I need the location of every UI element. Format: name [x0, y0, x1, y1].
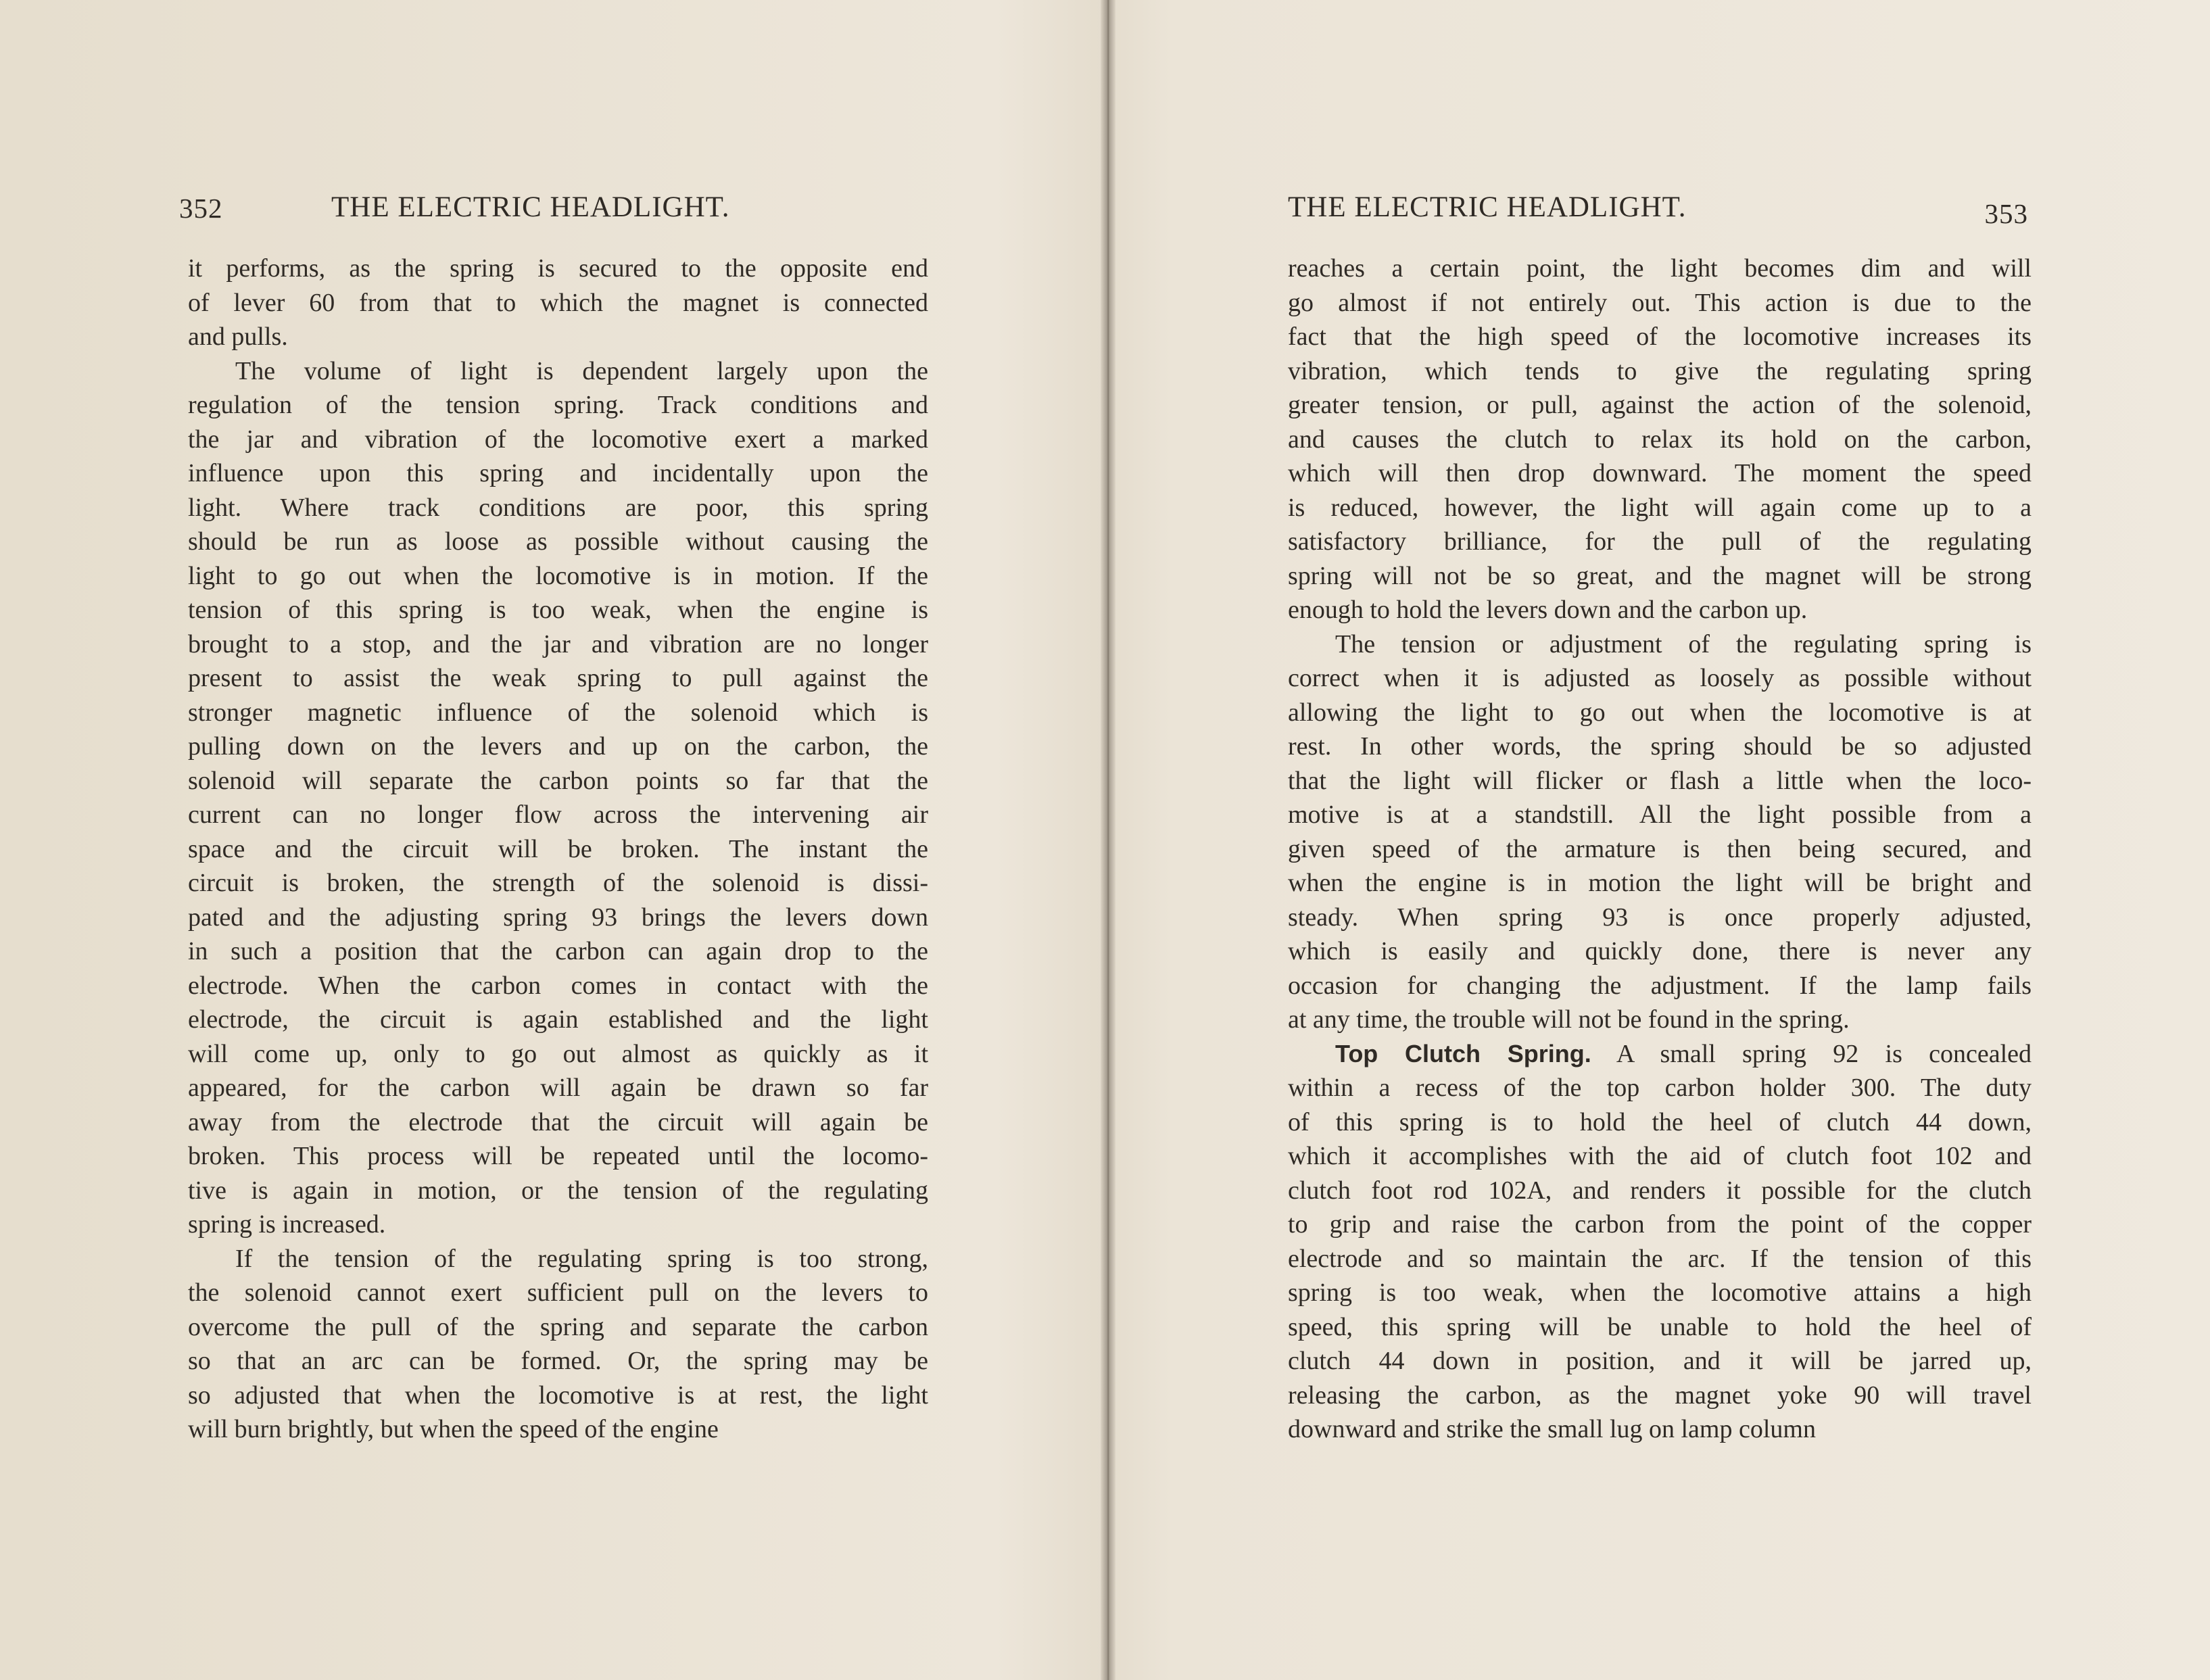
text-line: light to go out when the locomotive is in motion. If the — [188, 561, 928, 590]
text-line: go almost if not entirely out. This action is due to the — [1288, 288, 2032, 317]
section-heading-rest: A small spring 92 is concealed — [1591, 1039, 2032, 1068]
text-line: motive is at a standstill. All the light possible from a — [1288, 800, 2032, 829]
text-line: and causes the clutch to relax its hold on the carbon, — [1288, 425, 2032, 454]
text-line: correct when it is adjusted as loosely as possible without — [1288, 664, 2032, 692]
left-running-head: THE ELECTRIC HEADLIGHT. — [331, 191, 730, 223]
text-line: and pulls. — [188, 322, 288, 351]
text-line: light. Where track conditions are poor, this spring — [188, 493, 928, 522]
text-line: space and the circuit will be broken. The instant the — [188, 834, 928, 863]
text-line: tive is again in motion, or the tension of the regulating — [188, 1176, 928, 1205]
text-line: will come up, only to go out almost as quickly as it — [188, 1039, 928, 1068]
right-page-text — [1288, 251, 2032, 1447]
text-line: spring is increased. — [188, 1210, 386, 1239]
text-line: spring will not be so great, and the magnet will be strong — [1288, 561, 2032, 590]
text-line: at any time, the trouble will not be found in the spring. — [1288, 1005, 1850, 1034]
text-line: in such a position that the carbon can again drop to the — [188, 937, 928, 965]
text-line: greater tension, or pull, against the action of the solenoid, — [1288, 391, 2032, 419]
text-line: solenoid will separate the carbon points so far that the — [188, 766, 928, 795]
section-heading-line — [1288, 1037, 2032, 1072]
text-line: occasion for changing the adjustment. If the lamp fails — [1288, 971, 2032, 1000]
text-line: vibration, which tends to give the regulating spring — [1288, 356, 2032, 385]
text-line: brought to a stop, and the jar and vibration are no longer — [188, 629, 928, 658]
text-line: so that an arc can be formed. Or, the spring may be — [188, 1347, 928, 1375]
text-line: reaches a certain point, the light becomes dim and will — [1288, 254, 2032, 283]
text-line: stronger magnetic influence of the solenoid which is — [188, 698, 928, 727]
text-line: of this spring is to hold the heel of clutch 44 down, — [1288, 1107, 2032, 1136]
text-line: regulation of the tension spring. Track conditions and — [188, 391, 928, 419]
text-line: The volume of light is dependent largely upon the — [235, 356, 928, 385]
text-line: appeared, for the carbon will again be drawn so far — [188, 1074, 928, 1102]
text-line: which will then drop downward. The moment the speed — [1288, 459, 2032, 487]
text-line: to grip and raise the carbon from the point of the copper — [1288, 1210, 2032, 1239]
text-line: electrode and so maintain the arc. If the tension of this — [1288, 1244, 2032, 1273]
left-page-number: 352 — [179, 193, 223, 224]
text-line: which is easily and quickly done, there is never any — [1288, 937, 2032, 965]
text-line: is reduced, however, the light will again come up to a — [1288, 493, 2032, 522]
text-line: away from the electrode that the circuit will again be — [188, 1107, 928, 1136]
text-line: when the engine is in motion the light will be bright and — [1288, 869, 2032, 897]
text-line: tension of this spring is too weak, when the engine is — [188, 596, 928, 624]
text-line: broken. This process will be repeated until the locomo- — [188, 1142, 928, 1170]
text-line: releasing the carbon, as the magnet yoke 90 will travel — [1288, 1381, 2032, 1410]
text-line: that the light will flicker or flash a little when the loco- — [1288, 766, 2032, 795]
text-line: present to assist the weak spring to pull against the — [188, 664, 928, 692]
text-line: The tension or adjustment of the regulating spring is — [1335, 629, 2032, 658]
left-page — [0, 0, 1102, 1680]
text-line: which it accomplishes with the aid of clutch foot 102 and — [1288, 1142, 2032, 1170]
text-line: spring is too weak, when the locomotive attains a high — [1288, 1278, 2032, 1307]
text-line: electrode. When the carbon comes in contact with the — [188, 971, 928, 1000]
text-line: clutch foot rod 102A, and renders it possible for the clutch — [1288, 1176, 2032, 1205]
text-line: allowing the light to go out when the locomotive is at — [1288, 698, 2032, 727]
text-line: should be run as loose as possible without causing the — [188, 527, 928, 556]
text-line: If the tension of the regulating spring is too strong, — [235, 1244, 928, 1273]
text-line: steady. When spring 93 is once properly adjusted, — [1288, 903, 2032, 932]
text-line: clutch 44 down in position, and it will be jarred up, — [1288, 1347, 2032, 1375]
book-gutter — [1101, 0, 1115, 1680]
right-running-header — [1288, 188, 2028, 229]
text-line: current can no longer flow across the intervening air — [188, 800, 928, 829]
text-line: of lever 60 from that to which the magnet is connected — [188, 288, 928, 317]
text-line: the solenoid cannot exert sufficient pull on the levers to — [188, 1278, 928, 1307]
section-heading: Top Clutch Spring. — [1335, 1039, 1591, 1067]
right-page — [1115, 0, 2210, 1680]
text-line: circuit is broken, the strength of the solenoid is dissi- — [188, 869, 928, 897]
text-line: it performs, as the spring is secured to the opposite end — [188, 254, 928, 283]
text-line: overcome the pull of the spring and separate the carbon — [188, 1312, 928, 1341]
text-line: so adjusted that when the locomotive is at rest, the light — [188, 1381, 928, 1410]
left-running-header — [179, 188, 930, 229]
left-page-text — [188, 251, 928, 1447]
text-line: enough to hold the levers down and the carbon up. — [1288, 596, 1808, 624]
text-line: influence upon this spring and incidentally upon the — [188, 459, 928, 487]
text-line: rest. In other words, the spring should be so adjusted — [1288, 732, 2032, 761]
text-line: fact that the high speed of the locomotive increases its — [1288, 322, 2032, 351]
text-line: pated and the adjusting spring 93 brings the levers down — [188, 903, 928, 932]
text-line: the jar and vibration of the locomotive exert a marked — [188, 425, 928, 454]
text-line: will burn brightly, but when the speed of the engine — [188, 1415, 719, 1443]
text-line: satisfactory brilliance, for the pull of the regulating — [1288, 527, 2032, 556]
text-line: speed, this spring will be unable to hold the heel of — [1288, 1312, 2032, 1341]
text-line: electrode, the circuit is again established and the light — [188, 1005, 928, 1034]
text-line: pulling down on the levers and up on the carbon, the — [188, 732, 928, 761]
right-running-head: THE ELECTRIC HEADLIGHT. — [1288, 191, 1687, 223]
text-line: within a recess of the top carbon holder 300. The duty — [1288, 1074, 2032, 1102]
text-line: given speed of the armature is then being secured, and — [1288, 834, 2032, 863]
text-line: downward and strike the small lug on lamp column — [1288, 1415, 1816, 1443]
right-page-number: 353 — [1984, 198, 2028, 229]
